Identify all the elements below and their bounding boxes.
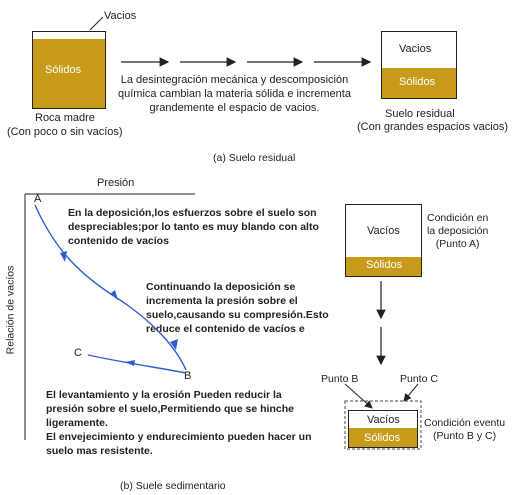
- punto-c-pointer: [404, 384, 418, 401]
- condition-a-line-1: Condición en: [427, 212, 489, 224]
- note-deposition: En la deposición,los esfuerzos sobre el suelo son despreciables;por lo tanto es muy blando con alto contenido de vacíos: [68, 207, 319, 247]
- eventual-voids-label: Vacíos: [367, 414, 400, 426]
- note-uplift: El levantamiento y la erosión Pueden reducir la presión sobre el suelo,Permitiendo que se hinche ligeramente.: [46, 389, 294, 429]
- process-text-line-3: grandemente el espacio de vacios.: [149, 102, 320, 114]
- residual-subtitle: (Con grandes espacios vacios): [357, 121, 509, 133]
- vacios-callout-label: Vacios: [104, 10, 137, 22]
- note-aging: El envejecimiento y endurecimiento pueden hacer un suelo mas resistente.: [46, 431, 312, 457]
- rock-solids-label: Sólidos: [45, 64, 82, 76]
- eventual-solids-label: Sólidos: [364, 432, 401, 444]
- punto-c-label: Punto C: [400, 373, 438, 385]
- note-continuing: Continuando la deposición se incrementa la presión sobre el suelo,causando su compresión.Esto reduce el contenido de vacíos e: [146, 281, 329, 335]
- residual-title: Suelo residual: [385, 108, 455, 120]
- vacios-callout-line: [90, 17, 103, 30]
- residual-voids-label: Vacios: [399, 43, 432, 55]
- condition-a-line-3: (Punto A): [435, 238, 480, 250]
- rock-title: Roca madre: [35, 112, 95, 124]
- deposition-solids-label: Sólidos: [366, 259, 403, 271]
- point-b-label: B: [184, 370, 192, 382]
- condition-a-line-2: la deposición: [427, 225, 489, 237]
- point-a-label: A: [34, 193, 42, 205]
- condition-b-line-2: (Punto B y C): [433, 430, 497, 442]
- deposition-voids-label: Vacíos: [367, 225, 400, 237]
- point-c-label: C: [74, 347, 82, 359]
- eventual-dashed-outline: [345, 401, 421, 449]
- x-axis-label: Presión: [97, 177, 135, 189]
- rebound-curve: [88, 355, 186, 373]
- rock-subtitle: (Con poco o sin vacíos): [7, 126, 123, 138]
- curve-arrow-1: [60, 251, 67, 262]
- caption-a: (a) Suelo residual: [213, 152, 296, 164]
- caption-b: (b) Suele sedimentario: [120, 480, 226, 492]
- process-text-line-2: química cambian la materia sólida e incrementa: [118, 88, 351, 100]
- residual-solids-label: Sólidos: [399, 76, 436, 88]
- condition-b-line-1: Condición eventu: [424, 417, 506, 429]
- process-text-line-1: La desintegración mecánica y descomposición: [120, 74, 349, 86]
- curve-arrow-3: [170, 339, 178, 350]
- y-axis-label: Relación de vacíos: [4, 265, 17, 355]
- punto-b-pointer: [345, 384, 372, 408]
- punto-b-label: Punto B: [321, 373, 359, 385]
- compression-curve: [35, 205, 186, 370]
